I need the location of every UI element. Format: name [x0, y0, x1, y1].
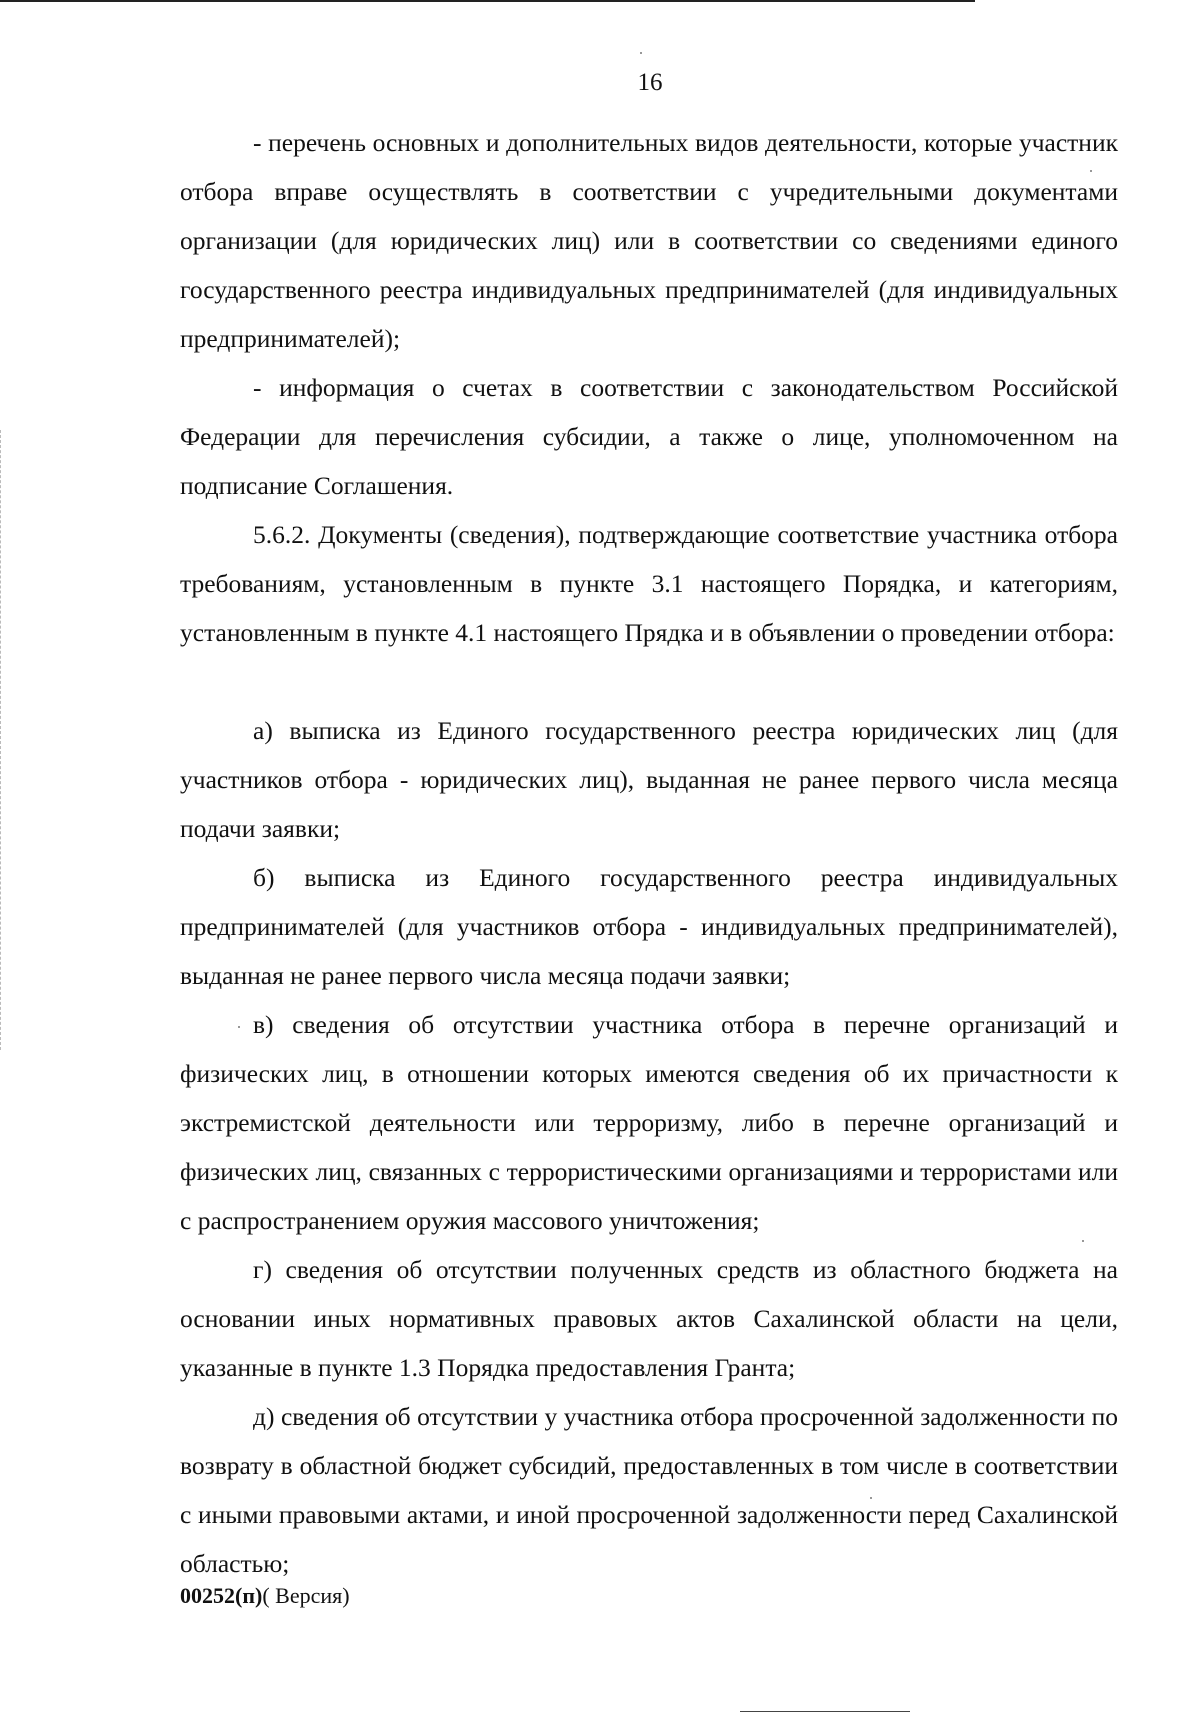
scan-speck — [1090, 170, 1092, 172]
document-version: ( Версия) — [262, 1583, 350, 1608]
document-footer — [180, 1581, 350, 1611]
scan-edge-artifact — [0, 430, 2, 1050]
scan-speck — [640, 52, 642, 54]
document-code: 00252(п) — [180, 1583, 263, 1608]
paragraph-item-b: б) выписка из Единого государственного реестра индивидуальных предпринимателей (для участников отбора - индивидуальных предпринимателей), выданная не ранее первого числа месяца подачи заявки; — [180, 863, 1118, 990]
paragraph-item-g: г) сведения об отсутствии полученных средств из областного бюджета на основании иных нормативных правовых актов Сахалинской области на цели, указанные в пункте 1.3 Порядка предоставления Гранта; — [180, 1255, 1118, 1382]
paragraph-account-info: - информация о счетах в соответствии с законодательством Российской Федерации для перечисления субсидии, а также о лице, уполномоченном на подписание Соглашения. — [180, 373, 1118, 500]
top-border-line — [0, 0, 975, 2]
paragraph-item-a: а) выписка из Единого государственного реестра юридических лиц (для участников отбора - юридических лиц), выданная не ранее первого числа месяца подачи заявки; — [180, 716, 1118, 843]
paragraph-5-6-2: 5.6.2. Документы (сведения), подтверждающие соответствие участника отбора требованиям, установленным в пункте 3.1 настоящего Порядка, и категориям, установленным в пункте 4.1 настоящего Прядка и в объявлении о проведении отбора: — [180, 520, 1118, 647]
bottom-edge-line — [740, 1711, 910, 1712]
scan-speck — [238, 1026, 240, 1028]
page-number: 16 — [637, 69, 663, 96]
paragraph-item-d: д) сведения об отсутствии у участника отбора просроченной задолженности по возврату в областной бюджет субсидий, предоставленных в том числе в соответствии с иными правовыми актами, и иной просроченной задолженности перед Сахалинской областью; — [180, 1402, 1118, 1578]
paragraph-activities-list: - перечень основных и дополнительных видов деятельности, которые участник отбора вправе осуществлять в соответствии с учредительными документами организации (для юридических лиц) или в соответствии со сведениями единого государственного реестра индивидуальных предпринимателей (для индивидуальных предпринимателей); — [180, 128, 1118, 353]
scan-speck — [870, 1497, 872, 1499]
scan-speck — [1082, 1240, 1084, 1242]
paragraph-item-v: в) сведения об отсутствии участника отбора в перечне организаций и физических лиц, в отношении которых имеются сведения об их причастности к экстремистской деятельности или терроризму, либо в перечне организаций и физических лиц, связанных с террористическими организациями и террористами или с распространением оружия массового уничтожения; — [180, 1010, 1118, 1235]
